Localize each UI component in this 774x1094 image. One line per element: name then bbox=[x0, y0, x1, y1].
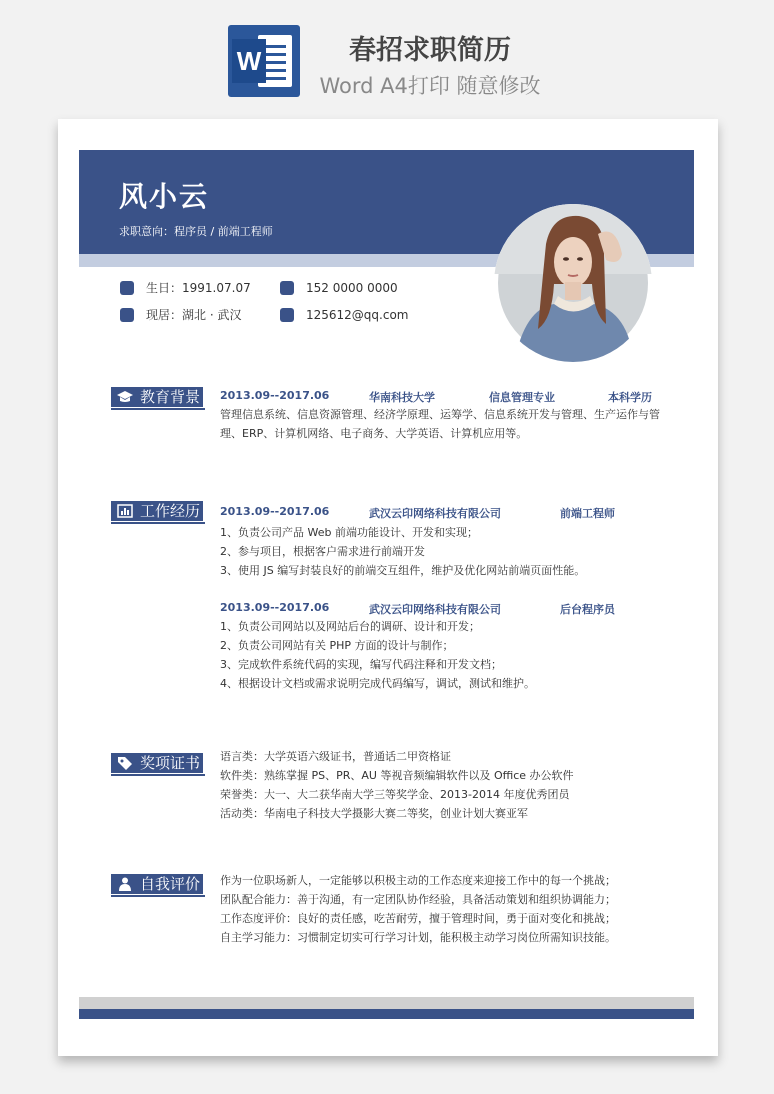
job-intent: 求职意向：程序员 / 前端工程师 bbox=[119, 225, 273, 238]
candidate-name: 风小云 bbox=[119, 180, 210, 213]
section-self-underline bbox=[111, 895, 205, 897]
phone-info: 152 0000 0000 bbox=[280, 280, 398, 296]
edu-period: 2013.09--2017.06 bbox=[220, 389, 330, 402]
job1-details: 1、负责公司产品 Web 前端功能设计、开发和实现； 2、参与项目，根据客户需求进行前端开发 3、使用 JS 编写封装良好的前端交互组件，维护及优化网站前端页面性能。 bbox=[220, 526, 586, 577]
location-info: 现居：湖北 · 武汉 bbox=[120, 307, 241, 323]
section-education-underline bbox=[111, 408, 205, 410]
profile-photo bbox=[494, 204, 652, 362]
job1-company: 武汉云印网络科技有限公司 bbox=[369, 507, 501, 520]
banner-title: 春招求职简历 bbox=[349, 35, 511, 66]
edu-courses: 管理信息系统、信息资源管理、经济学原理、运筹学、信息系统开发与管理、生产运作与管 理、ERP、计算机网络、电子商务、大学英语、计算机应用等。 bbox=[220, 408, 660, 440]
email-icon bbox=[280, 308, 294, 322]
section-awards-underline bbox=[111, 774, 205, 776]
job2-role: 后台程序员 bbox=[560, 603, 615, 616]
word-logo-letter: W bbox=[232, 39, 266, 83]
section-awards-tag bbox=[111, 753, 203, 773]
bar-chart-icon bbox=[117, 504, 133, 518]
section-work-title: 工作经历 bbox=[140, 502, 201, 520]
section-awards-title: 奖项证书 bbox=[140, 754, 201, 772]
word-logo-icon bbox=[228, 25, 300, 97]
section-work-underline bbox=[111, 522, 205, 524]
footer-gray-bar bbox=[79, 997, 694, 1009]
resume-page bbox=[58, 119, 718, 1056]
section-education-tag bbox=[111, 387, 203, 407]
job2-company: 武汉云印网络科技有限公司 bbox=[369, 603, 501, 616]
tag-icon bbox=[117, 756, 133, 770]
edu-major: 信息管理专业 bbox=[489, 391, 555, 404]
awards-list: 语言类：大学英语六级证书，普通话二甲资格证 软件类：熟练掌握 PS、PR、AU 等视音频编辑软件以及 Office 办公软件 荣誉类：大一、大二获华南大学三等奖学金、2013-2014 年度优秀团员 活动类：华南电子科技大学摄影大赛二等奖，创业计划大赛亚军 bbox=[220, 750, 574, 820]
job1-role: 前端工程师 bbox=[560, 507, 615, 520]
banner-subtitle: Word A4打印 随意修改 bbox=[319, 74, 541, 98]
section-education-title: 教育背景 bbox=[140, 388, 201, 406]
job2-details: 1、负责公司网站以及网站后台的调研、设计和开发； 2、负责公司网站有关 PHP 方面的设计与制作； 3、完成软件系统代码的实现，编写代码注释和开发文档； 4、根据设计文档或需求说明完成代码编写，调试，测试和维护。 bbox=[220, 620, 535, 690]
graduation-cap-icon bbox=[117, 390, 133, 404]
self-evaluation: 作为一位职场新人，一定能够以积极主动的工作态度来迎接工作中的每一个挑战； 团队配合能力：善于沟通，有一定团队协作经验，具备活动策划和组织协调能力； 工作态度评价：良好的责任感，吃苦耐劳，擅于管理时间，勇于面对变化和挑战； 自主学习能力：习惯制定切实可行学习计划，能积极主动学习岗位所需知识技能。 bbox=[220, 874, 616, 944]
section-self-tag bbox=[111, 874, 203, 894]
phone-icon bbox=[280, 281, 294, 295]
job1-period: 2013.09--2017.06 bbox=[220, 505, 330, 518]
person-icon bbox=[117, 877, 133, 891]
top-banner bbox=[0, 0, 774, 110]
location-pin-icon bbox=[120, 308, 134, 322]
section-self-title: 自我评价 bbox=[140, 875, 201, 893]
birth-info: 生日：1991.07.07 bbox=[120, 280, 251, 296]
edu-school: 华南科技大学 bbox=[369, 391, 435, 404]
edu-degree: 本科学历 bbox=[608, 391, 652, 404]
footer-navy-bar bbox=[79, 1009, 694, 1019]
email-info: 125612@qq.com bbox=[280, 307, 409, 323]
job2-period: 2013.09--2017.06 bbox=[220, 601, 330, 614]
calendar-icon bbox=[120, 281, 134, 295]
section-work-tag bbox=[111, 501, 203, 521]
